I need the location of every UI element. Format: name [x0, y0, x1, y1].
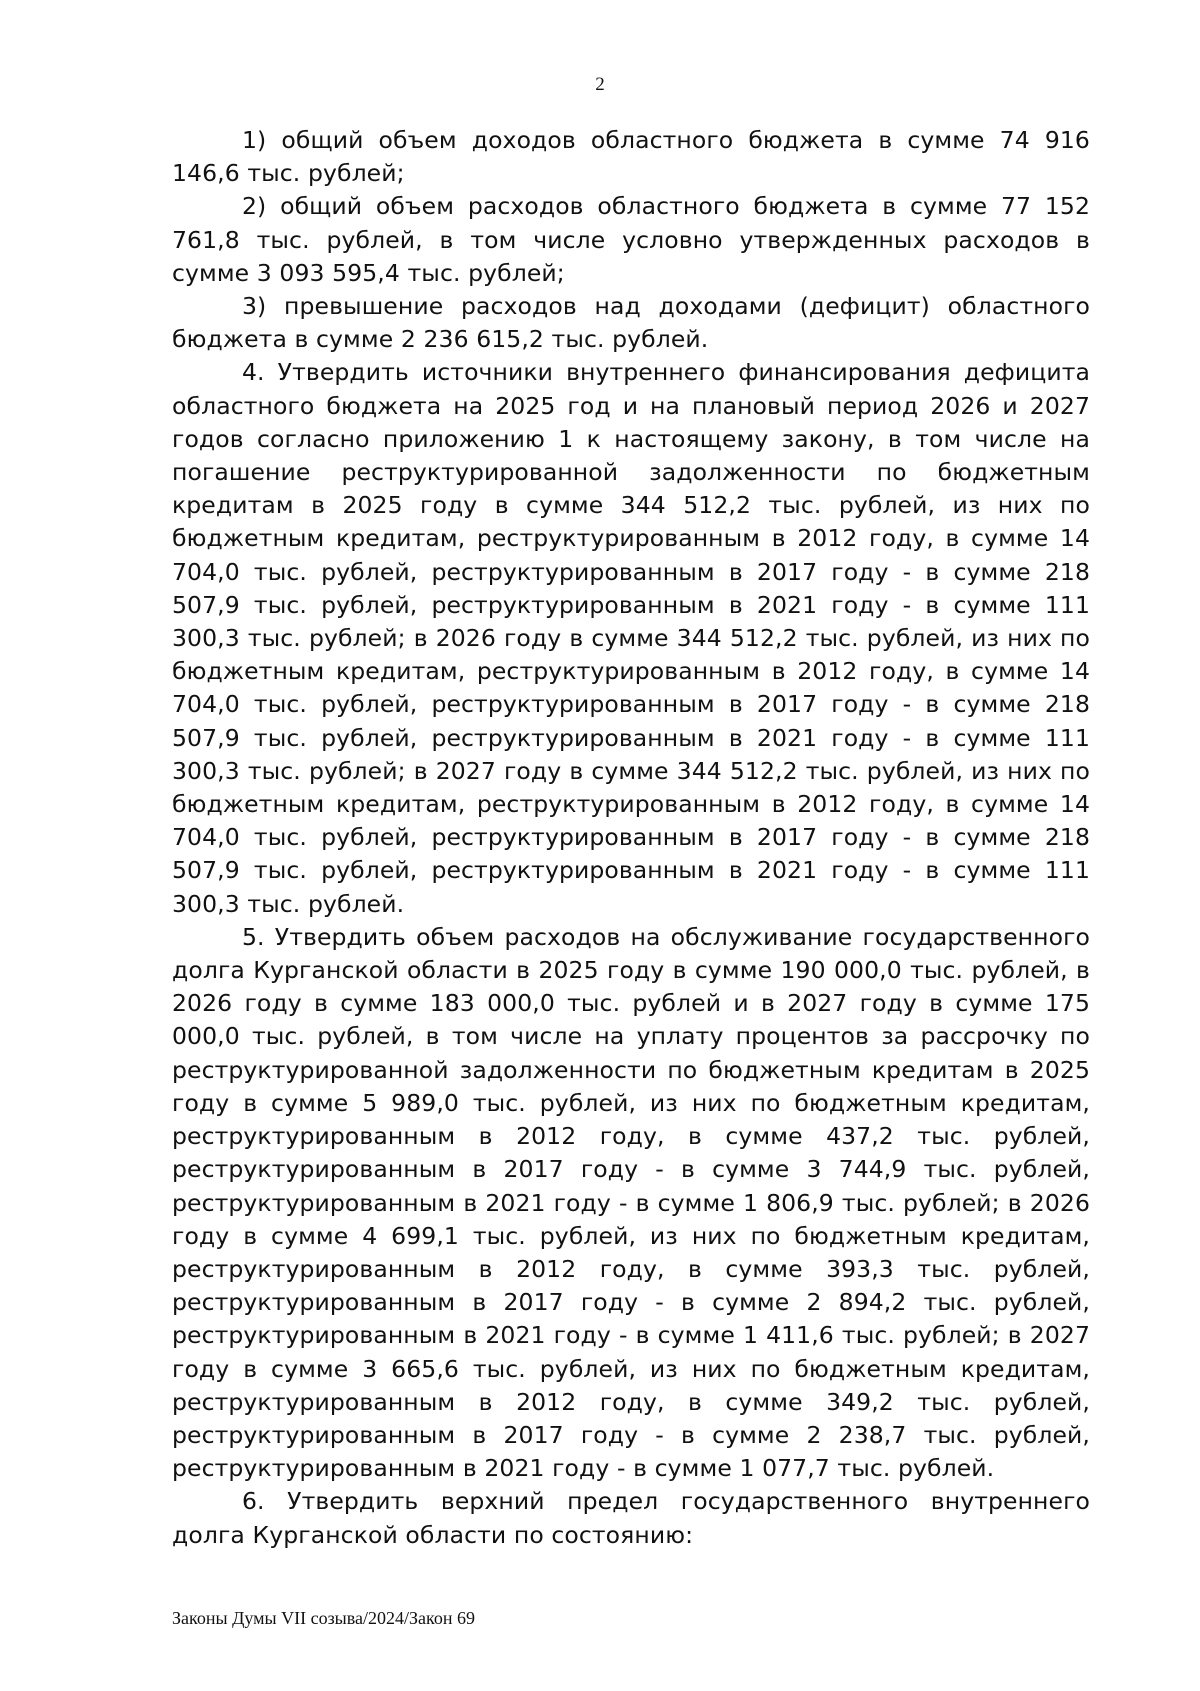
paragraph-4-financing-sources: 4. Утвердить источники внутреннего финансирования дефицита областного бюджета на 2025 год и на плановый период 2026 и 2027 годов согласно приложению 1 к настоящему закону, в том числе на погашение реструктурированной задолженности по бюджетным кредитам в 2025 году в сумме 344 512,2 тыс. рублей, из них по бюджетным кредитам, реструктурированным в 2012 году, в сумме 14 704,0 тыс. рублей, реструктурированным в 2017 году - в сумме 218 507,9 тыс. рублей, реструктурированным в 2021 году - в сумме 111 300,3 тыс. рублей; в 2026 году в сумме 344 512,2 тыс. рублей, из них по бюджетным кредитам, реструктурированным в 2012 году, в сумме 14 704,0 тыс. рублей, реструктурированным в 2017 году - в сумме 218 507,9 тыс. рублей, реструктурированным в 2021 году - в сумме 111 300,3 тыс. рублей; в 2027 году в сумме 344 512,2 тыс. рублей, из них по бюджетным кредитам, реструктурированным в 2012 году, в сумме 14 704,0 тыс. рублей, реструктурированным в 2017 году - в сумме 218 507,9 тыс. рублей, реструктурированным в 2021 году - в сумме 111 300,3 тыс. рублей. — [172, 358, 1090, 918]
paragraph-1-total-revenue: 1) общий объем доходов областного бюджета в сумме 74 916 146,6 тыс. рублей; — [172, 126, 1090, 188]
paragraph-2-total-expenditure: 2) общий объем расходов областного бюджета в сумме 77 152 761,8 тыс. рублей, в том числе условно утвержденных расходов в сумме 3 093 595,4 тыс. рублей; — [172, 192, 1090, 287]
page-number: 2 — [595, 74, 605, 95]
paragraph-3-deficit: 3) превышение расходов над доходами (дефицит) областного бюджета в сумме 2 236 615,2 тыс. рублей. — [172, 292, 1090, 354]
document-body — [172, 124, 1090, 1552]
paragraph-5-debt-service: 5. Утвердить объем расходов на обслуживание государственного долга Курганской области в 2025 году в сумме 190 000,0 тыс. рублей, в 2026 году в сумме 183 000,0 тыс. рублей и в 2027 году в сумме 175 000,0 тыс. рублей, в том числе на уплату процентов за рассрочку по реструктурированной задолженности по бюджетным кредитам в 2025 году в сумме 5 989,0 тыс. рублей, из них по бюджетным кредитам, реструктурированным в 2012 году, в сумме 437,2 тыс. рублей, реструктурированным в 2017 году - в сумме 3 744,9 тыс. рублей, реструктурированным в 2021 году - в сумме 1 806,9 тыс. рублей; в 2026 году в сумме 4 699,1 тыс. рублей, из них по бюджетным кредитам, реструктурированным в 2012 году, в сумме 393,3 тыс. рублей, реструктурированным в 2017 году - в сумме 2 894,2 тыс. рублей, реструктурированным в 2021 году - в сумме 1 411,6 тыс. рублей; в 2027 году в сумме 3 665,6 тыс. рублей, из них по бюджетным кредитам, реструктурированным в 2012 году, в сумме 349,2 тыс. рублей, реструктурированным в 2017 году - в сумме 2 238,7 тыс. рублей, реструктурированным в 2021 году - в сумме 1 077,7 тыс. рублей. — [172, 922, 1090, 1483]
footer-document-reference: Законы Думы VII созыва/2024/Закон 69 — [172, 1608, 475, 1628]
paragraph-6-debt-limit: 6. Утвердить верхний предел государственного внутреннего долга Курганской области по состоянию: — [172, 1487, 1090, 1549]
